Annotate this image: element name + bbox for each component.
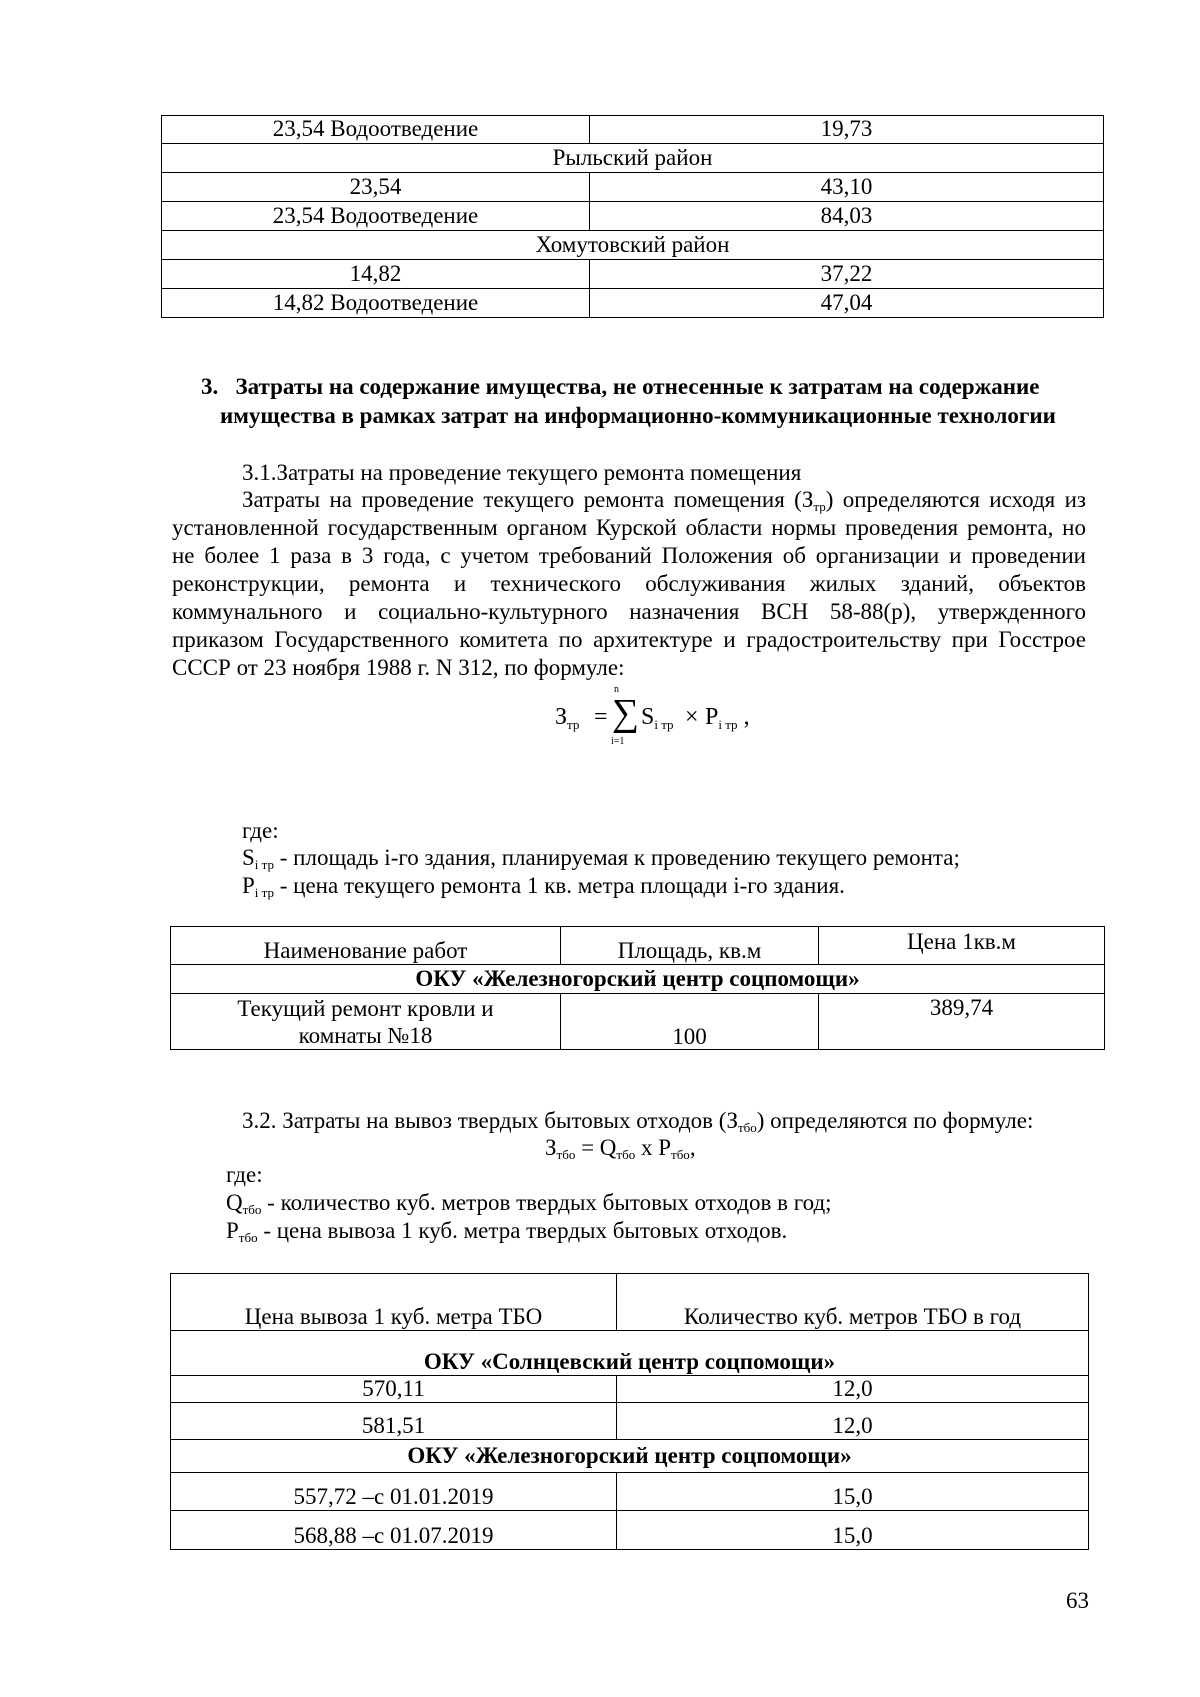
price-cell: 581,51 <box>171 1403 617 1440</box>
work-name-line: Текущий ремонт кровли и <box>237 995 494 1021</box>
org-header-row <box>171 1331 1089 1376</box>
price-cell: 570,11 <box>171 1376 617 1403</box>
formula-symbol: З <box>545 1135 557 1160</box>
where-label: где: <box>226 1162 263 1187</box>
definition-line <box>242 873 845 899</box>
subscript: тбо <box>242 1202 262 1217</box>
district-header-row <box>162 144 1104 173</box>
formula-comma: , <box>689 1135 696 1160</box>
district-tariff-table <box>161 115 1104 318</box>
column-header: Площадь, кв.м <box>561 927 819 965</box>
org-header-row <box>171 1440 1089 1473</box>
org-name: ОКУ «Железногорский центр соцпомощи» <box>171 965 1105 994</box>
table-header-row <box>171 927 1105 965</box>
subsection-intro <box>242 1108 1033 1134</box>
quantity-cell: 15,0 <box>617 1511 1089 1550</box>
formula-term-p <box>705 704 750 731</box>
table-row <box>171 994 1105 1050</box>
subscript: тбо <box>238 1230 258 1245</box>
subscript: i тр <box>254 885 274 900</box>
table-cell: 37,22 <box>590 260 1104 289</box>
price-cell: 557,72 –с 01.01.2019 <box>171 1473 617 1511</box>
org-name: ОКУ «Железногорский центр соцпомощи» <box>171 1440 1089 1473</box>
formula-symbol: З <box>555 704 568 730</box>
definition-text: - количество куб. метров твердых бытовых отходов в год; <box>261 1190 832 1215</box>
subscript: тбо <box>616 1147 636 1162</box>
price-cell: 389,74 <box>819 994 1105 1050</box>
subscript: i тр <box>254 857 274 872</box>
subscript: i тр <box>654 717 674 732</box>
table-header-row <box>171 1274 1089 1331</box>
table-cell: 47,04 <box>590 289 1104 318</box>
definition-text: - цена текущего ремонта 1 кв. метра площади i-го здания. <box>274 873 845 898</box>
table-cell: 84,03 <box>590 202 1104 231</box>
subscript: тр <box>567 717 580 732</box>
repair-works-table <box>170 926 1105 1050</box>
column-header: Цена 1кв.м <box>819 927 1105 965</box>
formula-term-s <box>641 704 674 731</box>
district-header-row <box>162 231 1104 260</box>
district-name: Хомутовский район <box>162 231 1104 260</box>
subsection-title: 3.1.Затраты на проведение текущего ремонта помещения <box>242 460 802 485</box>
waste-cost-formula <box>545 1135 696 1161</box>
district-name: Рыльский район <box>162 144 1104 173</box>
subscript: тбо <box>737 1120 757 1135</box>
page-number: 63 <box>1066 1588 1089 1613</box>
sigma-lower-limit: i=1 <box>611 736 625 747</box>
subscript: i тр <box>718 717 738 732</box>
quantity-cell: 12,0 <box>617 1376 1089 1403</box>
definition-text: - цена вывоза 1 куб. метра твердых бытовых отходов. <box>257 1218 788 1243</box>
section-heading-line1: 3. Затраты на содержание имущества, не отнесенные к затратам на содержание <box>201 374 1040 399</box>
formula-symbol: S <box>641 704 655 730</box>
repair-cost-formula <box>555 684 755 760</box>
table-row <box>171 1511 1089 1550</box>
table-cell: 23,54 Водоотведение <box>162 116 590 144</box>
work-name-line: комнаты №18 <box>298 1022 433 1048</box>
subscript: тбо <box>556 1147 576 1162</box>
definition-line <box>226 1218 787 1244</box>
formula-comma: , <box>743 704 750 730</box>
work-name-cell <box>171 994 561 1050</box>
table-row <box>162 202 1104 231</box>
table-row <box>162 260 1104 289</box>
paragraph-text: 3.2. Затраты на вывоз твердых бытовых отходов (З <box>242 1108 738 1133</box>
org-name: ОКУ «Солнцевский центр соцпомощи» <box>171 1331 1089 1376</box>
definition-line <box>226 1190 832 1216</box>
table-cell: 43,10 <box>590 173 1104 202</box>
formula-text: x P <box>635 1135 672 1160</box>
column-header: Количество куб. метров ТБО в год <box>617 1274 1089 1331</box>
quantity-cell: 12,0 <box>617 1403 1089 1440</box>
paragraph-text: Затраты на проведение текущего ремонта помещения (З <box>242 487 814 512</box>
section-heading-line2: имущества в рамках затрат на информационно-коммуникационные технологии <box>220 403 1056 428</box>
table-row <box>162 173 1104 202</box>
table-row <box>162 289 1104 318</box>
formula-lhs <box>555 704 579 731</box>
area-cell: 100 <box>561 994 819 1050</box>
subsection-paragraph <box>172 486 1086 682</box>
definition-symbol: P <box>226 1218 239 1243</box>
quantity-cell: 15,0 <box>617 1473 1089 1511</box>
table-row <box>162 116 1104 144</box>
definition-text: - площадь i-го здания, планируемая к проведению текущего ремонта; <box>274 845 960 870</box>
column-header: Наименование работ <box>171 927 561 965</box>
table-row <box>171 1473 1089 1511</box>
formula-equals: = <box>594 704 608 730</box>
table-cell: 23,54 Водоотведение <box>162 202 590 231</box>
definition-symbol: S <box>242 845 255 870</box>
where-label: где: <box>242 818 279 843</box>
table-cell: 14,82 <box>162 260 590 289</box>
subscript: тбо <box>671 1147 690 1162</box>
subscript: тр <box>813 499 826 514</box>
table-cell: 19,73 <box>590 116 1104 144</box>
table-row <box>171 1403 1089 1440</box>
definition-symbol: Q <box>226 1190 243 1215</box>
price-cell: 568,88 –с 01.07.2019 <box>171 1511 617 1550</box>
column-header: Цена вывоза 1 куб. метра ТБО <box>171 1274 617 1331</box>
table-cell: 14,82 Водоотведение <box>162 289 590 318</box>
sigma-icon: ∑ <box>612 692 640 734</box>
sigma-upper-limit: n <box>614 684 619 695</box>
table-row <box>171 1376 1089 1403</box>
formula-times: × <box>685 704 699 730</box>
formula-symbol: P <box>705 704 719 730</box>
paragraph-text: ) определяются исходя из установленной государственным органом Курской области нормы проведения ремонта, но не более 1 раза в 3 года, с учетом требований Положения об организации и проведении реконструкции, ремонта и технического обслуживания жилых зданий, объектов коммунального и социально-культурного назначения ВСН 58-88(р), утвержденного приказом Государственного комитета по архитектуре и градостроительству при Госстрое СССР от 23 ноября 1988 г. N 312, по формуле: <box>172 487 1086 680</box>
definition-line <box>242 845 960 871</box>
formula-text: = Q <box>575 1135 617 1160</box>
paragraph-text: ) определяются по формуле: <box>756 1108 1034 1133</box>
table-cell: 23,54 <box>162 173 590 202</box>
waste-removal-table <box>170 1273 1089 1550</box>
definition-symbol: P <box>242 873 255 898</box>
org-header-row <box>171 965 1105 994</box>
